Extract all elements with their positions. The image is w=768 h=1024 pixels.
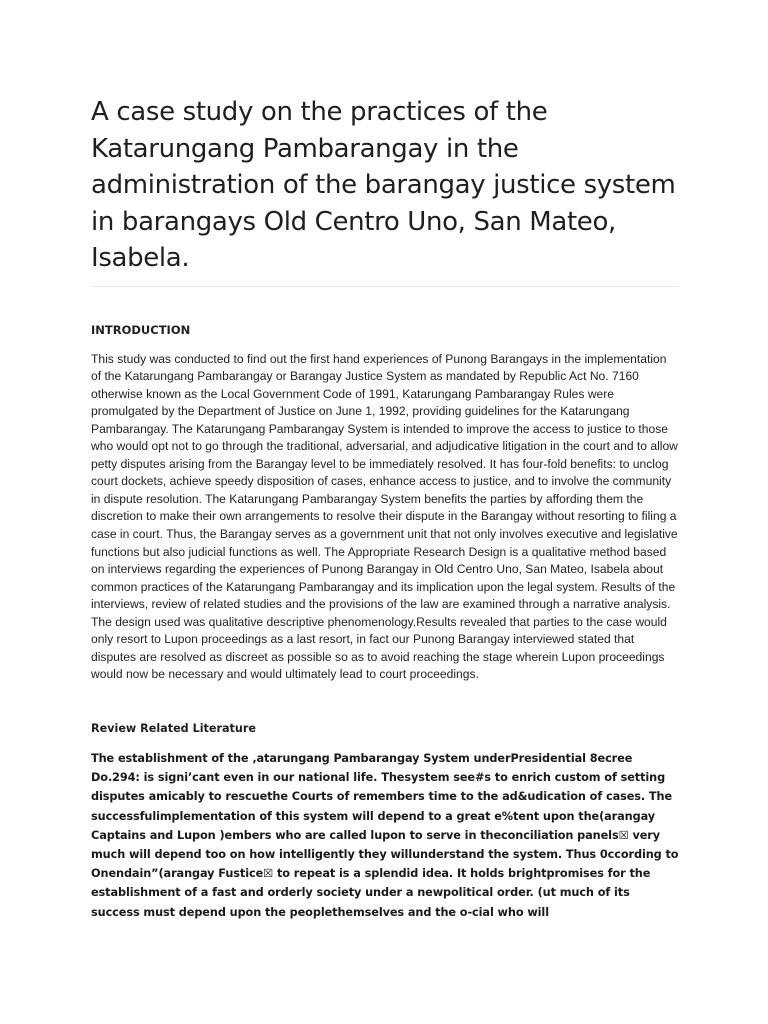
introduction-heading: INTRODUCTION <box>91 322 191 337</box>
document-page <box>91 0 679 922</box>
introduction-paragraph: This study was conducted to find out the first hand experiences of Punong Barangays in the implementation of the Katarungang Pambarangay or Barangay Justice System as mandated by Republic Act No. 7160 otherwise known as the Local Government Code of 1991, Katarungang Pambarangay Rules were promulgated by the Department of Justice on June 1, 1992, providing guidelines for the Katarungang Pambarangay. The Katarungang Pambarangay System is intended to improve the access to justice to those who would opt not to go through the traditional, adversarial, and adjudicative litigation in the court and to allow petty disputes arising from the Barangay level to be immediately resolved. It has four-fold benefits: to unclog court dockets, achieve speedy disposition of cases, enhance access to justice, and to involve the community in dispute resolution. The Katarungang Pambarangay System benefits the parties by affording them the discretion to make their own arrangements to resolve their dispute in the Barangay without resorting to filing a case in court. Thus, the Barangay serves as a government unit that not only involves executive and legislative functions but also judicial functions as well. The Appropriate Research Design is a qualitative method based on interviews regarding the experiences of Punong Barangay in Old Centro Uno, San Mateo, Isabela about common practices of the Katarungang Pambarangay and its implication upon the legal system. Results of the interviews, review of related studies and the provisions of the law are examined through a narrative analysis. The design used was qualitative descriptive phenomenology.Results revealed that parties to the case would only resort to Lupon proceedings as a last resort, in fact our Punong Barangay interviewed stated that disputes are resolved as discreet as possible so as to avoid reaching the stage wherein Lupon proceedings would now be necessary and would ultimately lead to court proceedings. <box>91 351 678 682</box>
title-divider <box>91 286 679 287</box>
document-title: A case study on the practices of the Katarungang Pambarangay in the administration of the barangay justice system in barangays Old Centro Uno, San Mateo, Isabela. <box>91 97 676 273</box>
review-heading: Review Related Literature <box>91 721 256 735</box>
review-paragraph: The establishment of the ‚atarungang Pambarangay System underPresidential 8ecree Do.294: is signi’cant even in our national life. Thesystem see#s to enrich custom of setting disputes amicably to rescuethe Courts of remembers time to the ad&udication of cases. The successfulimplementation of this system will depend to a great e%tent upon the(arangay Captains and Lupon )embers who are called lupon to serve in theconciliation panels☒ very much will depend too on how intelligently they willunderstand the system. Thus 0ccording to Onendain”(arangay Fustice☒ to repeat is a splendid idea. It holds brightpromises for the establishment of a fast and orderly society under a newpolitical order. (ut much of its success must depend upon the peoplethemselves and the o-cial who will <box>91 751 679 919</box>
